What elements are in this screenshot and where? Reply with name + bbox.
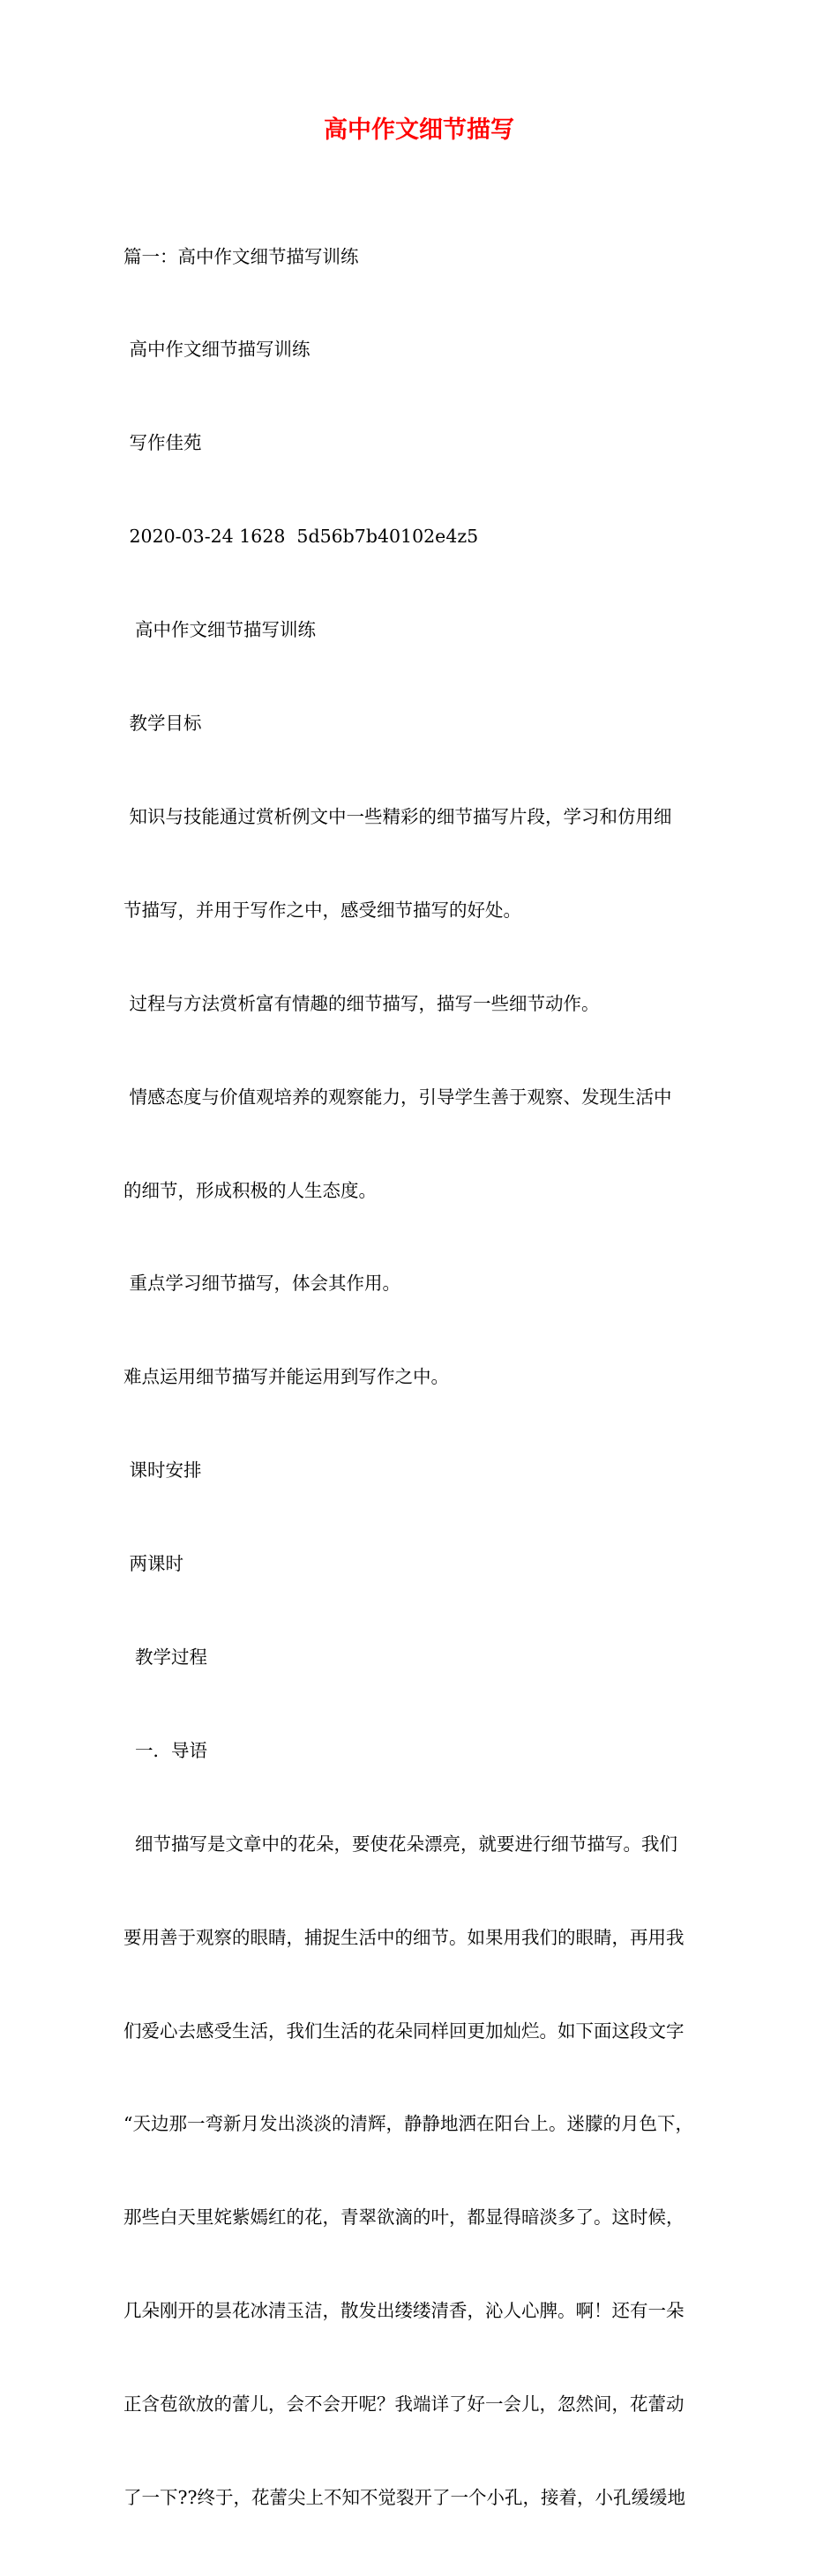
text-line: 一．导语 — [123, 1739, 208, 1761]
text-line: 正含苞欲放的蕾儿，会不会开呢？我端详了好一会儿，忽然间，花蕾动 — [123, 2393, 685, 2415]
document-body — [123, 179, 741, 2576]
text-line: 重点学习细节描写，体会其作用。 — [123, 1273, 401, 1295]
text-line: 过程与方法赏析富有情趣的细节描写，描写一些细节动作。 — [123, 992, 600, 1014]
text-line: 要用善于观察的眼睛，捕捉生活中的细节。如果用我们的眼睛，再用我 — [123, 1926, 685, 1948]
text-line: 那些白天里姹紫嫣红的花，青翠欲滴的叶，都显得暗淡多了。这时候， — [123, 2206, 685, 2229]
text-line: 难点运用细节描写并能运用到写作之中。 — [123, 1366, 449, 1388]
text-line: 高中作文细节描写训练 — [123, 619, 317, 641]
text-line: 篇一：高中作文细节描写训练 — [123, 245, 359, 267]
text-line: 们爱心去感受生活，我们生活的花朵同样回更加灿烂。如下面这段文字 — [123, 2020, 685, 2042]
text-line: 节描写，并用于写作之中，感受细节描写的好处。 — [123, 899, 521, 921]
text-line: 几朵刚开的昙花冰清玉洁，散发出缕缕清香，沁人心脾。啊！还有一朵 — [123, 2300, 685, 2322]
text-line: 高中作文细节描写训练 — [123, 339, 311, 361]
text-line: 了一下??终于，花蕾尖上不知不觉裂开了一个小孔，接着，小孔缓缓地 — [123, 2486, 685, 2508]
text-line: 的细节，形成积极的人生态度。 — [123, 1179, 377, 1201]
text-line: 教学过程 — [123, 1646, 208, 1668]
text-line: 课时安排 — [123, 1460, 202, 1482]
text-line: 教学目标 — [123, 713, 202, 735]
text-line: 知识与技能通过赏析例文中一些精彩的细节描写片段，学习和仿用细 — [123, 805, 672, 827]
text-line: “天边那一弯新月发出淡淡的清辉，静静地洒在阳台上。迷朦的月色下， — [123, 2113, 693, 2135]
text-line: 写作佳苑 — [123, 432, 202, 454]
text-line: 2020-03-24 1628 5d56b7b40102e4z5 — [123, 526, 479, 548]
text-line: 两课时 — [123, 1553, 184, 1575]
text-line: 情感态度与价值观培养的观察能力，引导学生善于观察、发现生活中 — [123, 1086, 672, 1108]
text-line: 细节描写是文章中的花朵，要使花朵漂亮，就要进行细节描写。我们 — [123, 1833, 678, 1855]
document-title: 高中作文细节描写 — [324, 116, 514, 144]
